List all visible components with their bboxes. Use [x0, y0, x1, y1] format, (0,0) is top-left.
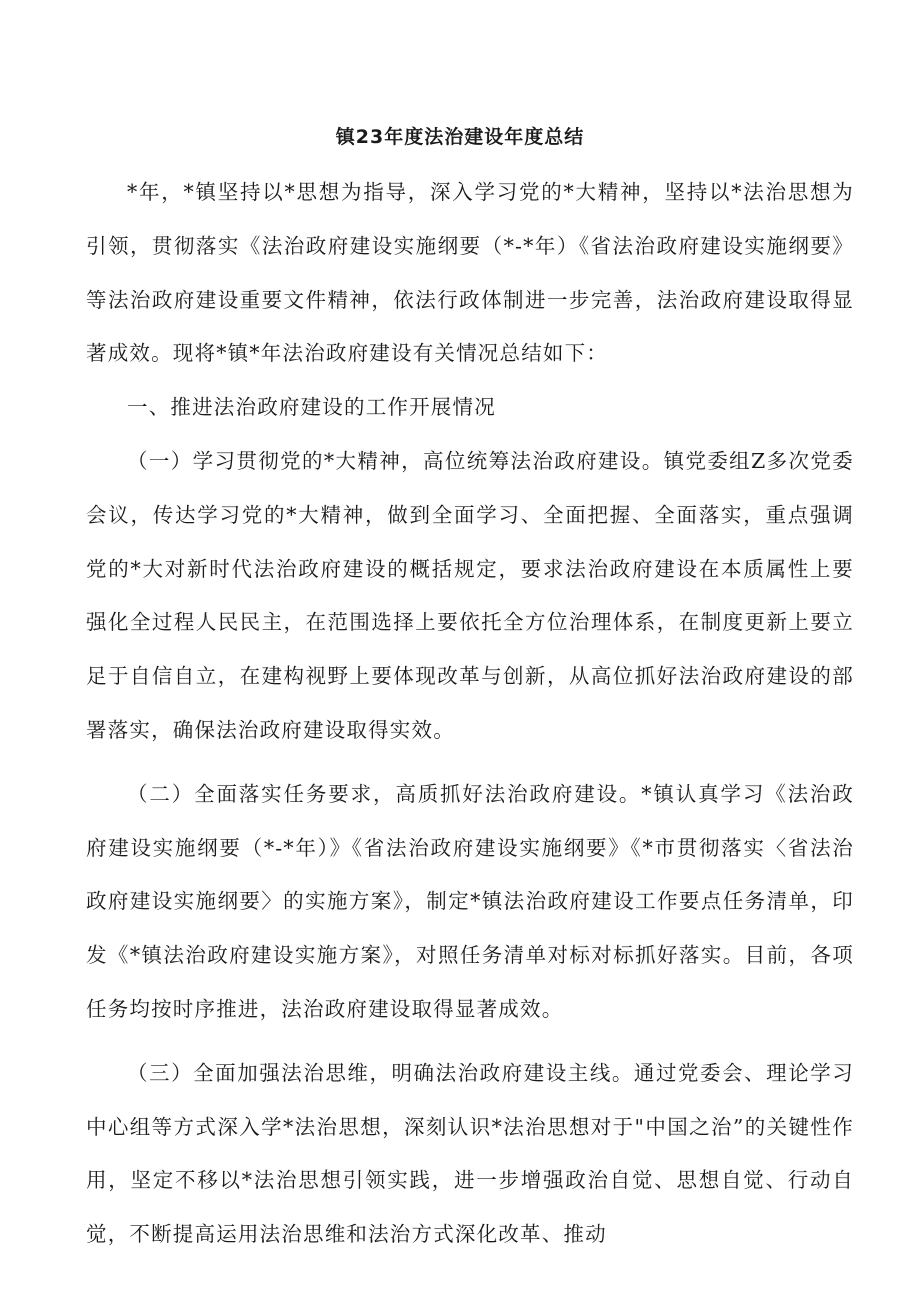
paragraph-3: （三）全面加强法治思维，明确法治政府建设主线。通过党委会、理论学习中心组等方式深入学*法治思想，深刻认识*法治思想对于"中国之治”的关键性作用，坚定不移以*法治思想引领实践，进一步增强政治自觉、思想自觉、行动自觉，不断提高运用法治思维和法治方式深化改革、推动 [86, 1060, 854, 1247]
paragraph-2: （二）全面落实任务要求，高质抓好法治政府建设。*镇认真学习《法治政府建设实施纲要（*-*年）》《省法治政府建设实施纲要》《*市贯彻落实〈省法治政府建设实施纲要〉的实施方案》，制定*镇法治政府建设工作要点任务清单，印发《*镇法治政府建设实施方案》，对照任务清单对标对标抓好落实。目前，各项任务均按时序推进，法治政府建设取得显著成效。 [86, 781, 854, 1021]
document-body [86, 166, 854, 1262]
document-title: 镇23年度法治建设年度总结 [335, 126, 585, 148]
section-heading: 一、推进法治政府建设的工作开展情况 [127, 395, 496, 420]
intro-paragraph: *年，*镇坚持以*思想为指导，深入学习党的*大精神，坚持以*法治思想为引领，贯彻落实《法治政府建设实施纲要（*-*年）《省法治政府建设实施纲要》等法治政府建设重要文件精神，依法行政体制进一步完善，法治政府建设取得显著成效。现将*镇*年法治政府建设有关情况总结如下： [86, 180, 854, 366]
paragraph-spacer [86, 758, 854, 768]
paragraph-spacer [86, 1037, 854, 1047]
paragraph-1: （一）学习贯彻党的*大精神，高位统筹法治政府建设。镇党委组Z多次党委会议，传达学习党的*大精神，做到全面学习、全面把握、全面落实，重点强调党的*大对新时代法治政府建设的概括规定，要求法治政府建设在本质属性上要强化全过程人民民主，在范围选择上要依托全方位治理体系，在制度更新上要立足于自信自立，在建构视野上要体现改革与创新，从高位抓好法治政府建设的部署落实，确保法治政府建设取得实效。 [86, 448, 854, 742]
